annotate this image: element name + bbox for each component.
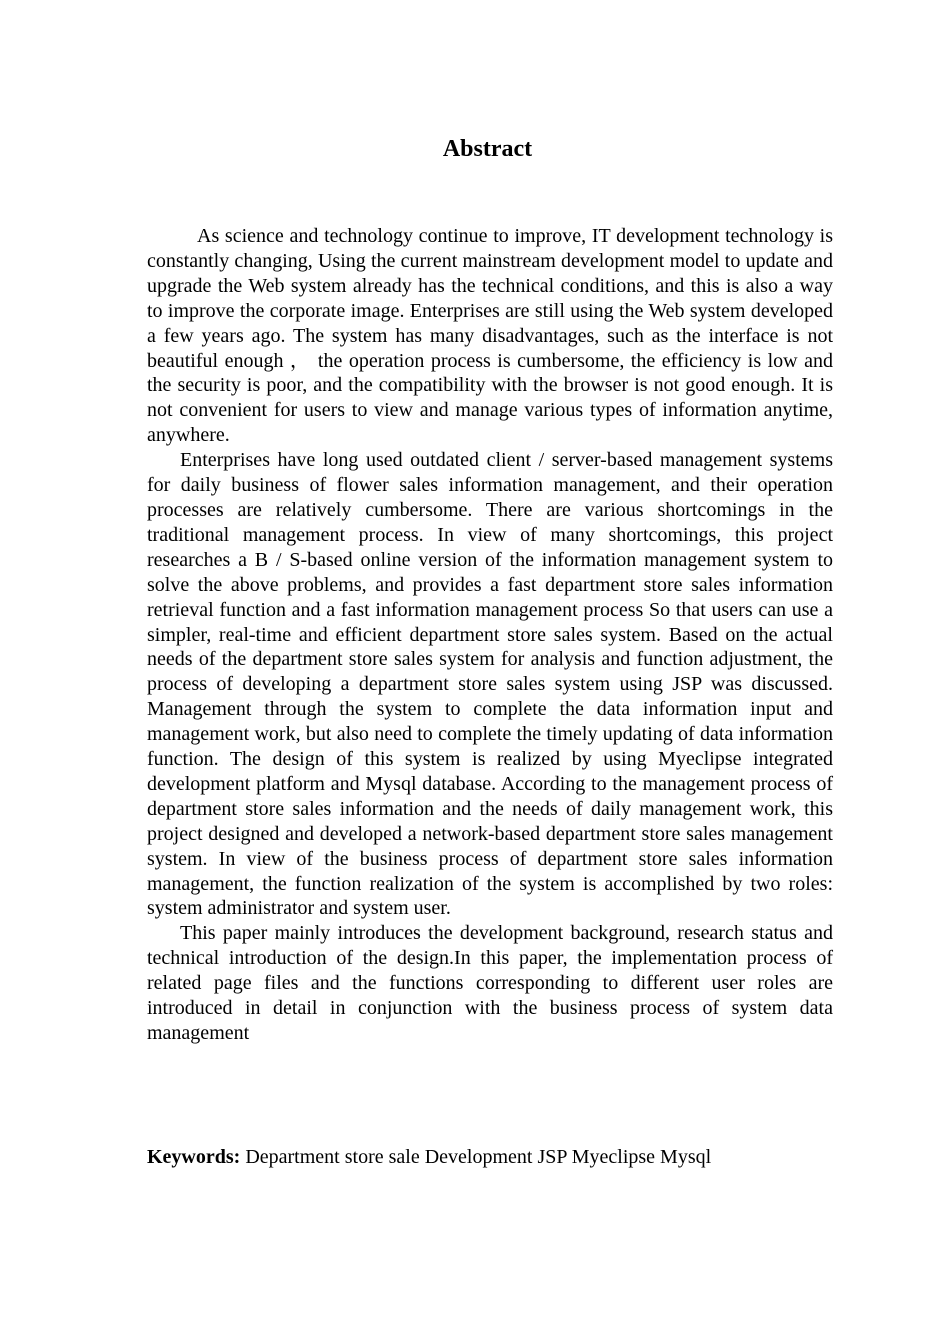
abstract-body: [147, 224, 833, 1046]
abstract-title: Abstract: [442, 136, 533, 162]
abstract-paragraph-3: This paper mainly introduces the development background, research status and technical introduction of the design.In this paper, the implementation process of related page files and the functions corresponding to different user roles are introduced in detail in conjunction with the business process of system data management: [147, 922, 833, 1044]
abstract-paragraph-1: As science and technology continue to improve, IT development technology is constantly changing, Using the current mainstream development model to update and upgrade the Web system already has the technical conditions, and this is also a way to improve the corporate image. Enterprises are still using the Web system developed a few years ago. The system has many disadvantages, such as the interface is not beautiful enough ， the operation process is cumbersome, the efficiency is low and the security is poor, and the compatibility with the browser is not good enough. It is not convenient for users to view and manage various types of information anytime, anywhere.: [147, 225, 833, 447]
keywords-label: Keywords:: [147, 1146, 241, 1168]
abstract-paragraph-2: Enterprises have long used outdated client / server-based management systems for daily business of flower sales information management, and their operation processes are relatively cumbersome. There are various shortcomings in the traditional management process. In view of many shortcomings, this project researches a B / S-based online version of the information management system to solve the above problems, and provides a fast department store sales information retrieval function and a fast information management process So that users can use a simpler, real-time and efficient department store sales system. Based on the actual needs of the department store sales system for analysis and function adjustment, the process of developing a department store sales system using JSP was discussed. Management through the system to complete the data information input and management work, but also need to complete the timely updating of data information function. The design of this system is realized by using Myeclipse integrated development platform and Mysql database. According to the management process of department store sales information and the needs of daily management work, this project designed and developed a network-based department store sales management system. In view of the business process of department store sales information management, the function realization of the system is accomplished by two roles: system administrator and system user.: [147, 449, 833, 920]
keywords-line: [147, 1145, 833, 1170]
keywords-text: Department store sale Development JSP Myeclipse Mysql: [245, 1146, 712, 1168]
